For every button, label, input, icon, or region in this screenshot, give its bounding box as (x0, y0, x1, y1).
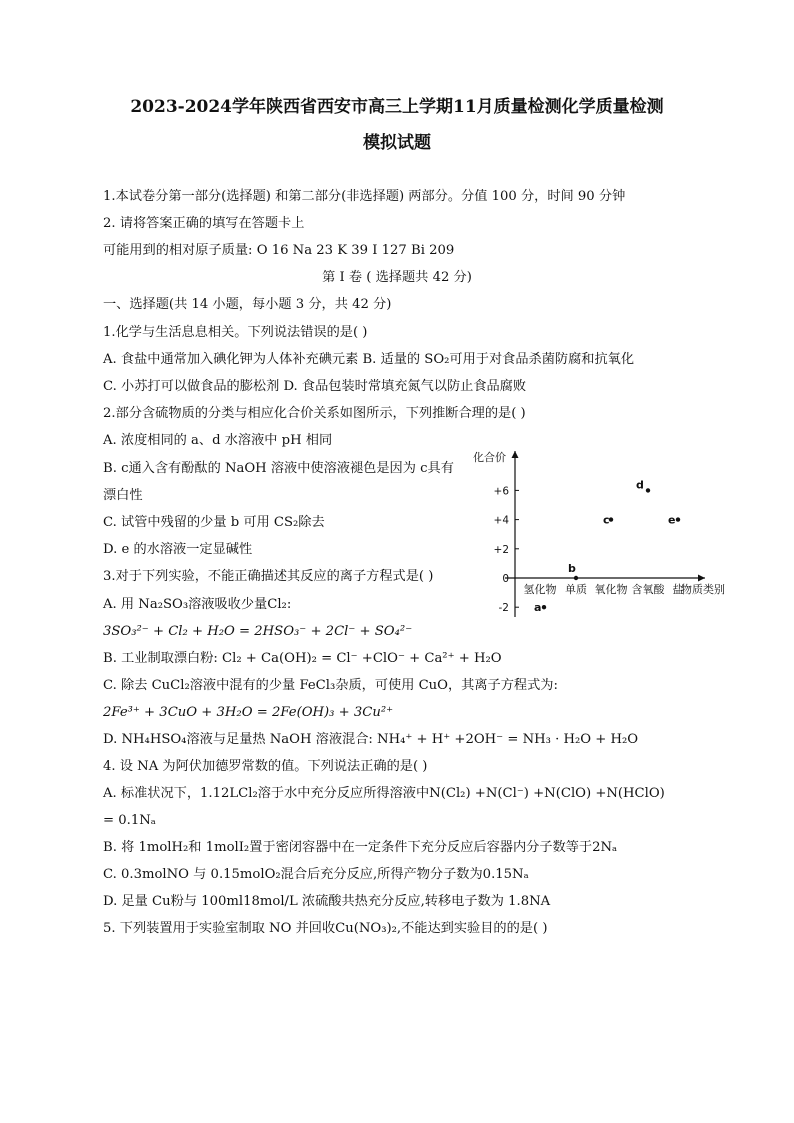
intro-line-1: 1.本试卷分第一部分(选择题) 和第二部分(非选择题) 两部分。分值 100 分，时间 90 分钟 (103, 189, 626, 204)
q4-stem: 4. 设 NA 为阿伏加德罗常数的值。下列说法正确的是( ) (103, 759, 428, 774)
q3-option-d: D. NH₄HSO₄溶液与足量热 NaOH 溶液混合: NH₄⁺ + H⁺ +2OH⁻ = NH₃ · H₂O + H₂O (103, 732, 639, 747)
q4-option-c: C. 0.3molNO 与 0.15molO₂混合后充分反应,所得产物分子数为0.15Nₐ (103, 867, 529, 882)
q3-stem: 3.对于下列实验，不能正确描述其反应的离子方程式是( ) (103, 569, 434, 584)
q3-option-a-equation: 3SO₃²⁻ + Cl₂ + H₂O = 2HSO₃⁻ + 2Cl⁻ + SO₄²⁻ (103, 624, 413, 639)
y-tick-label: -2 (498, 602, 509, 615)
x-axis-label: 物质类别 (681, 583, 725, 596)
intro-line-2: 2. 请将答案正确的填写在答题卡上 (103, 216, 305, 231)
intro-line-3: 可能用到的相对原子质量: O 16 Na 23 K 39 I 127 Bi 209 (103, 243, 455, 258)
data-point-label-c: c (603, 513, 610, 527)
category-label: 盐 (672, 583, 684, 596)
data-point-b (574, 576, 578, 580)
q4-option-a-line2: = 0.1Nₐ (103, 813, 156, 828)
y-tick-label: +2 (493, 543, 509, 556)
data-point-label-a: a (534, 601, 542, 615)
q3-option-a-text: A. 用 Na₂SO₃溶液吸收少量Cl₂: (103, 597, 292, 612)
y-tick-label: 0 (502, 573, 509, 585)
category-label: 含氧酸 (631, 583, 665, 596)
q2-stem: 2.部分含硫物质的分类与相应化合价关系如图所示，下列推断合理的是( ) (103, 406, 526, 421)
q2-option-d: D. e 的水溶液一定显碱性 (103, 542, 253, 557)
data-point-label-e: e (668, 513, 676, 527)
data-point-e (676, 517, 680, 521)
y-axis-label: 化合价 (473, 451, 506, 464)
q4-option-b: B. 将 1molH₂和 1molI₂置于密闭容器中在一定条件下充分反应后容器内分子数等于2Nₐ (103, 840, 618, 855)
q5-stem: 5. 下列装置用于实验室制取 NO 并回收Cu(NO₃)₂,不能达到实验目的的是( ) (103, 921, 548, 936)
title-line-2: 模拟试题 (363, 133, 431, 153)
data-point-a (542, 605, 546, 609)
q3-option-c-text: C. 除去 CuCl₂溶液中混有的少量 FeCl₃杂质，可使用 CuO，其离子方程式为: (103, 678, 558, 693)
q1-options-ab: A. 食盐中通常加入碘化钾为人体补充碘元素 B. 适量的 SO₂可用于对食品杀菌防腐和抗氧化 (103, 352, 635, 367)
q4-option-a-line1: A. 标准状况下，1.12LCl₂溶于水中充分反应所得溶液中N(Cl₂) +N(Cl⁻) +N(ClO) +N(HClO) (103, 786, 665, 801)
q1-stem: 1.化学与生活息息相关。下列说法错误的是( ) (103, 325, 368, 340)
category-label: 氢化物 (523, 583, 557, 596)
data-point-d (646, 488, 650, 492)
valence-chart (465, 445, 745, 625)
title-line-1: 2023-2024学年陕西省西安市高三上学期11月质量检测化学质量检测 (130, 97, 664, 117)
section-heading: 第 I 卷 ( 选择题共 42 分) (322, 270, 472, 285)
q2-option-c: C. 试管中残留的少量 b 可用 CS₂除去 (103, 515, 325, 530)
category-label: 氧化物 (594, 583, 628, 596)
part-heading: 一、选择题(共 14 小题，每小题 3 分，共 42 分) (103, 297, 392, 312)
q3-option-c-equation: 2Fe³⁺ + 3CuO + 3H₂O = 2Fe(OH)₃ + 3Cu²⁺ (103, 705, 394, 720)
q3-option-b: B. 工业制取漂白粉: Cl₂ + Ca(OH)₂ = Cl⁻ +ClO⁻ + Ca²⁺ + H₂O (103, 651, 502, 666)
y-tick-label: +4 (493, 514, 509, 527)
q2-option-b-line2: 漂白性 (103, 488, 143, 503)
data-point-label-b: b (568, 562, 576, 575)
y-tick-label: +6 (493, 485, 509, 498)
q2-option-a: A. 浓度相同的 a、d 水溶液中 pH 相同 (103, 433, 333, 448)
q4-option-d: D. 足量 Cu粉与 100ml18mol/L 浓硫酸共热充分反应,转移电子数为 1.8NA (103, 894, 551, 909)
data-point-label-d: d (636, 478, 644, 492)
category-label: 单质 (565, 583, 587, 596)
q1-options-cd: C. 小苏打可以做食品的膨松剂 D. 食品包装时常填充氮气以防止食品腐败 (103, 379, 527, 394)
q2-option-b-line1: B. c通入含有酚酞的 NaOH 溶液中使溶液褪色是因为 c具有 (103, 461, 454, 476)
